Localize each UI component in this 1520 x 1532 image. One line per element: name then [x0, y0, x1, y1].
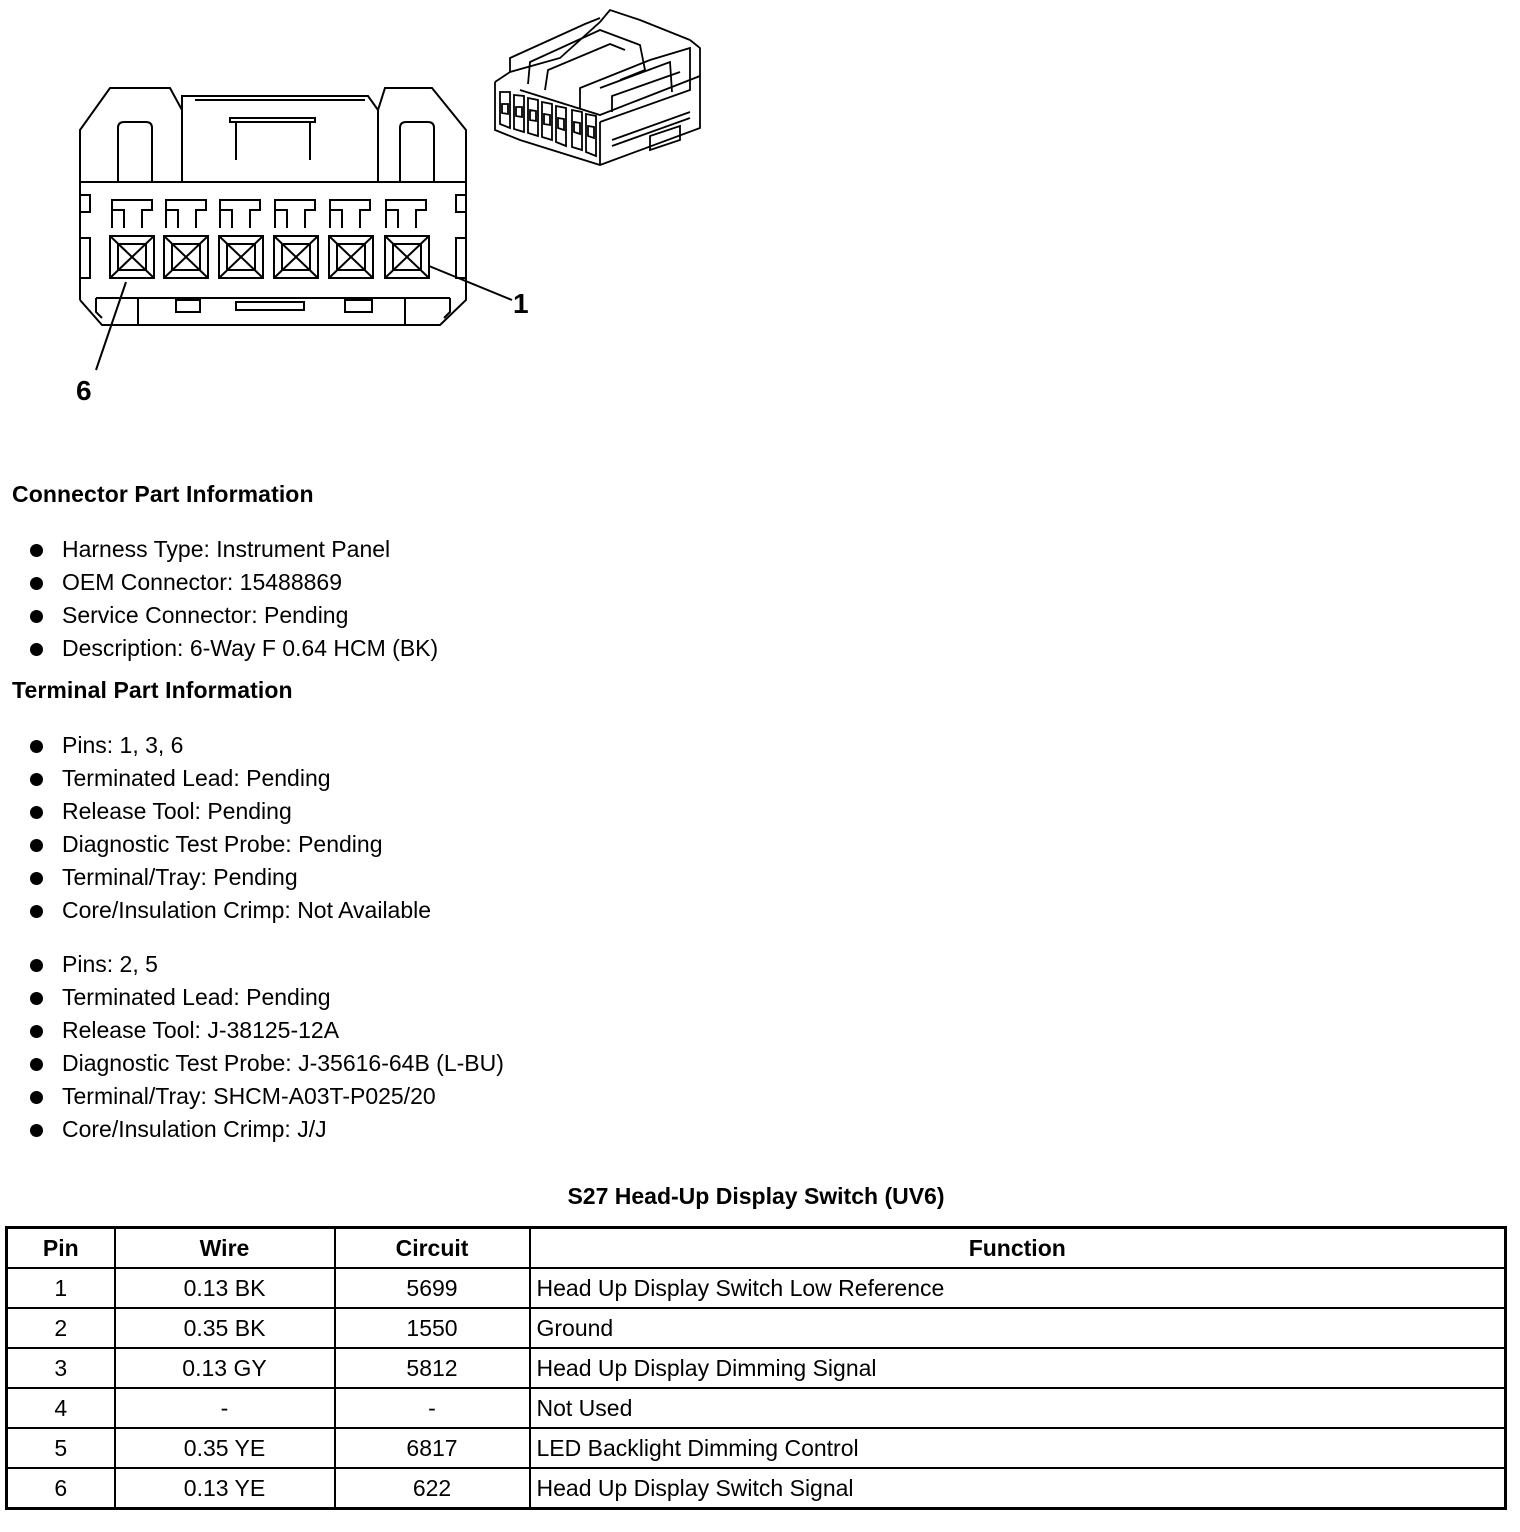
- list-item: Diagnostic Test Probe: J-35616-64B (L-BU): [30, 1047, 504, 1080]
- bullet-icon: [30, 839, 43, 852]
- cell-wire: 0.13 YE: [115, 1468, 335, 1509]
- cell-pin: 5: [7, 1428, 115, 1468]
- cell-function: Not Used: [530, 1388, 1506, 1428]
- cell-function: Head Up Display Switch Signal: [530, 1468, 1506, 1509]
- cavity-6: [110, 236, 154, 278]
- cavity-1: [385, 236, 429, 278]
- list-item: Core/Insulation Crimp: Not Available: [30, 894, 431, 927]
- bullet-icon: [30, 740, 43, 753]
- cell-function: LED Backlight Dimming Control: [530, 1428, 1506, 1468]
- cell-circuit: -: [335, 1388, 530, 1428]
- bullet-icon: [30, 1124, 43, 1137]
- list-item: Description: 6-Way F 0.64 HCM (BK): [30, 632, 438, 665]
- cell-pin: 6: [7, 1468, 115, 1509]
- header-pin: Pin: [7, 1228, 115, 1269]
- cell-pin: 3: [7, 1348, 115, 1388]
- bullet-icon: [30, 1025, 43, 1038]
- list-item: Core/Insulation Crimp: J/J: [30, 1113, 504, 1146]
- list-item: Release Tool: J-38125-12A: [30, 1014, 504, 1047]
- table-row: [7, 1388, 1506, 1428]
- pin-1-label: 1: [513, 288, 529, 319]
- cell-wire: 0.35 YE: [115, 1428, 335, 1468]
- table-header-row: [7, 1228, 1506, 1269]
- list-item: Pins: 1, 3, 6: [30, 729, 431, 762]
- cell-wire: 0.35 BK: [115, 1308, 335, 1348]
- header-wire: Wire: [115, 1228, 335, 1269]
- table-row: [7, 1308, 1506, 1348]
- bullet-icon: [30, 544, 43, 557]
- bullet-icon: [30, 905, 43, 918]
- cavity-4: [219, 236, 263, 278]
- cavity-2: [329, 236, 373, 278]
- list-item: OEM Connector: 15488869: [30, 566, 438, 599]
- bullet-icon: [30, 610, 43, 623]
- list-item: Terminated Lead: Pending: [30, 981, 504, 1014]
- connector-iso-view: [495, 10, 700, 165]
- cell-wire: -: [115, 1388, 335, 1428]
- connector-diagram: [0, 0, 720, 420]
- cell-circuit: 6817: [335, 1428, 530, 1468]
- terminal-info-heading: Terminal Part Information: [12, 677, 293, 703]
- cell-function: Head Up Display Dimming Signal: [530, 1348, 1506, 1388]
- cell-circuit: 622: [335, 1468, 530, 1509]
- cell-pin: 4: [7, 1388, 115, 1428]
- table-row: [7, 1468, 1506, 1509]
- list-item: Pins: 2, 5: [30, 948, 504, 981]
- table-row: [7, 1428, 1506, 1468]
- cell-circuit: 5699: [335, 1268, 530, 1308]
- bullet-icon: [30, 959, 43, 972]
- list-item: Terminated Lead: Pending: [30, 762, 431, 795]
- cavity-5: [164, 236, 208, 278]
- terminal-group-2-list: [30, 948, 504, 1146]
- pin-6-label: 6: [76, 375, 92, 406]
- bullet-icon: [30, 872, 43, 885]
- bullet-icon: [30, 773, 43, 786]
- bullet-icon: [30, 1058, 43, 1071]
- header-circuit: Circuit: [335, 1228, 530, 1269]
- bullet-icon: [30, 1091, 43, 1104]
- cavity-3: [274, 236, 318, 278]
- cell-function: Ground: [530, 1308, 1506, 1348]
- connector-info-heading: Connector Part Information: [12, 481, 314, 507]
- pin-1-leader: [429, 266, 512, 300]
- list-item: Service Connector: Pending: [30, 599, 438, 632]
- header-function: Function: [530, 1228, 1506, 1269]
- connector-info-list: [30, 533, 438, 665]
- cell-wire: 0.13 BK: [115, 1268, 335, 1308]
- table-row: [7, 1348, 1506, 1388]
- list-item: Terminal/Tray: Pending: [30, 861, 431, 894]
- latch-row: [112, 200, 426, 228]
- cell-circuit: 1550: [335, 1308, 530, 1348]
- table-row: [7, 1268, 1506, 1308]
- cell-circuit: 5812: [335, 1348, 530, 1388]
- bullet-icon: [30, 806, 43, 819]
- cell-pin: 2: [7, 1308, 115, 1348]
- bullet-icon: [30, 643, 43, 656]
- list-item: Terminal/Tray: SHCM-A03T-P025/20: [30, 1080, 504, 1113]
- bullet-icon: [30, 992, 43, 1005]
- list-item: Harness Type: Instrument Panel: [30, 533, 438, 566]
- list-item: Release Tool: Pending: [30, 795, 431, 828]
- terminal-group-1-list: [30, 729, 431, 927]
- cell-function: Head Up Display Switch Low Reference: [530, 1268, 1506, 1308]
- bullet-icon: [30, 577, 43, 590]
- pinout-table: [5, 1226, 1507, 1510]
- cell-pin: 1: [7, 1268, 115, 1308]
- cell-wire: 0.13 GY: [115, 1348, 335, 1388]
- table-title: S27 Head-Up Display Switch (UV6): [567, 1183, 945, 1209]
- list-item: Diagnostic Test Probe: Pending: [30, 828, 431, 861]
- connector-face-view: [80, 88, 466, 325]
